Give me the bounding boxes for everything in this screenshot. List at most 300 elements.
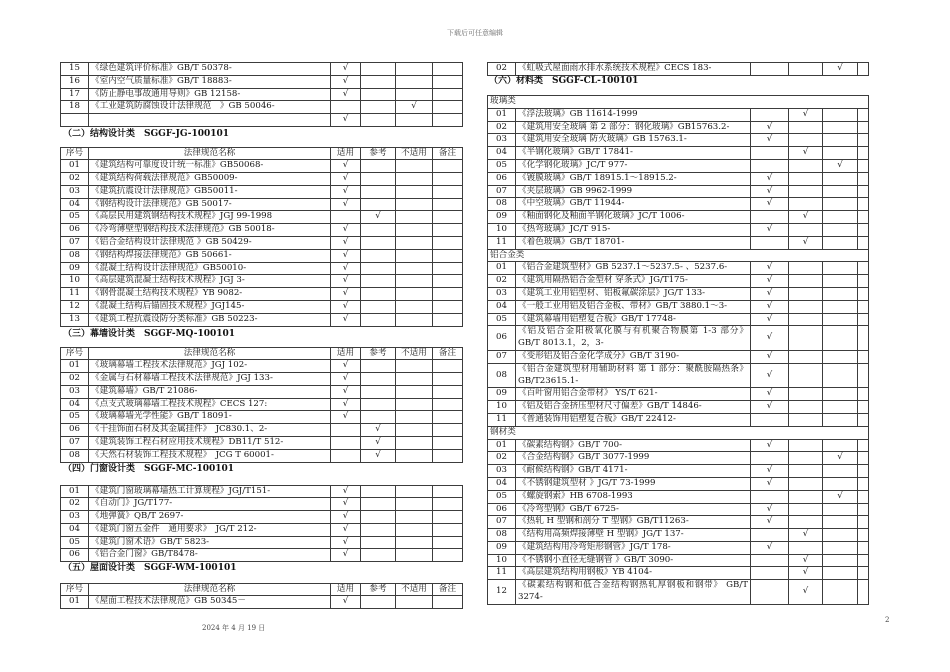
applicable-mark: √ [331, 411, 361, 424]
reference-mark: √ [361, 211, 396, 224]
row-number: 08 [488, 363, 516, 388]
table-row [488, 452, 869, 465]
remark-cell [433, 485, 463, 498]
regulation-name: 《夹层玻璃》GB 9962-1999 [516, 185, 751, 198]
regulation-name: 《建筑用安全玻璃 第 2 部分：钢化玻璃》GB15763.2- [516, 121, 751, 134]
table-row [61, 88, 463, 101]
table-row [61, 224, 463, 237]
table-row [488, 388, 869, 401]
reference-mark [361, 224, 396, 237]
table-row [488, 63, 869, 76]
table-row [488, 108, 869, 121]
reference-mark [361, 385, 396, 398]
reference-mark [789, 326, 823, 351]
not-applicable-mark [396, 249, 433, 262]
remark-cell [433, 511, 463, 524]
reference-mark [789, 541, 823, 554]
section-title-curtain-wall: （三）幕墙设计类 SGGF-MQ-100101 [63, 329, 236, 339]
remark-cell [858, 159, 869, 172]
category-row [488, 96, 869, 109]
not-applicable-mark [396, 301, 433, 314]
applicable-mark: √ [331, 549, 361, 562]
reference-mark: √ [361, 424, 396, 437]
applicable-mark: √ [331, 185, 361, 198]
reference-mark: √ [361, 449, 396, 462]
reference-mark [789, 275, 823, 288]
applicable-mark [331, 424, 361, 437]
not-applicable-mark [823, 401, 858, 414]
applicable-mark: √ [751, 477, 789, 490]
not-applicable-mark [823, 211, 858, 224]
table-row [488, 198, 869, 211]
applicable-mark: √ [751, 313, 789, 326]
table-structure [60, 147, 463, 327]
not-applicable-mark [396, 449, 433, 462]
row-number: 05 [61, 536, 89, 549]
not-applicable-mark [823, 326, 858, 351]
row-number: 10 [488, 554, 516, 567]
table-row [488, 313, 869, 326]
table-row [488, 147, 869, 160]
reference-mark [361, 313, 396, 326]
not-applicable-mark: √ [823, 63, 858, 76]
applicable-mark: √ [751, 198, 789, 211]
reference-mark [361, 411, 396, 424]
applicable-mark: √ [751, 465, 789, 478]
table-row [488, 275, 869, 288]
row-number: 09 [61, 262, 89, 275]
row-number: 07 [488, 185, 516, 198]
not-applicable-mark [396, 498, 433, 511]
remark-cell [433, 536, 463, 549]
not-applicable-mark [823, 529, 858, 542]
remark-cell [433, 224, 463, 237]
regulation-name: 《建筑抗震设计法律规范》GB50011- [89, 185, 331, 198]
regulation-name: 《普通装饰用铝塑复合板》GB/T 22412- [516, 413, 751, 426]
remark-cell [858, 185, 869, 198]
remark-cell [433, 549, 463, 562]
table-row [61, 596, 463, 609]
regulation-name: 《一般工业用铝及铝合金板、带材》GB/T 3880.1～3- [516, 300, 751, 313]
remark-cell [433, 185, 463, 198]
row-number: 05 [488, 313, 516, 326]
not-applicable-mark: √ [396, 101, 433, 114]
reference-mark [789, 413, 823, 426]
reference-mark [789, 477, 823, 490]
reference-mark: √ [789, 211, 823, 224]
applicable-mark: √ [751, 439, 789, 452]
reference-mark [789, 452, 823, 465]
reference-mark [789, 388, 823, 401]
reference-mark: √ [789, 529, 823, 542]
not-applicable-mark [823, 580, 858, 605]
not-applicable-mark [823, 477, 858, 490]
not-applicable-mark [823, 313, 858, 326]
regulation-name: 《螺旋钢索》HB 6708-1993 [516, 490, 751, 503]
applicable-mark: √ [331, 498, 361, 511]
table-row [61, 549, 463, 562]
table-row [488, 439, 869, 452]
table-row [488, 401, 869, 414]
applicable-mark [751, 147, 789, 160]
remark-cell [433, 398, 463, 411]
reference-mark [361, 536, 396, 549]
not-applicable-mark [823, 287, 858, 300]
not-applicable-mark [823, 121, 858, 134]
not-applicable-mark [823, 388, 858, 401]
regulation-name: 《点支式玻璃幕墙工程技术规程》CECS 127: [89, 398, 331, 411]
not-applicable-mark [396, 424, 433, 437]
category-label: 钢材类 [488, 426, 869, 439]
applicable-mark: √ [331, 398, 361, 411]
applicable-mark [751, 236, 789, 249]
column-header-not-applicable: 不适用 [396, 347, 433, 360]
table-row [488, 326, 869, 351]
reference-mark [361, 173, 396, 186]
applicable-mark: √ [751, 223, 789, 236]
not-applicable-mark [396, 75, 433, 88]
reference-mark [789, 287, 823, 300]
table-roofing-continued [487, 62, 869, 76]
regulation-name: 《防止静电事故通用导则》GB 12158- [89, 88, 331, 101]
row-number: 06 [61, 224, 89, 237]
page-number: 2 [885, 616, 890, 624]
regulation-name: 《建筑用安全玻璃 防火玻璃》GB 15763.1- [516, 134, 751, 147]
row-number: 08 [488, 529, 516, 542]
row-number: 03 [488, 134, 516, 147]
table-row [488, 529, 869, 542]
column-header-applicable: 适用 [331, 347, 361, 360]
applicable-mark: √ [331, 198, 361, 211]
not-applicable-mark [396, 536, 433, 549]
not-applicable-mark [823, 134, 858, 147]
table-row [61, 385, 463, 398]
applicable-mark [751, 452, 789, 465]
column-header-no: 序号 [61, 347, 89, 360]
applicable-mark [331, 211, 361, 224]
row-number: 09 [488, 541, 516, 554]
applicable-mark: √ [331, 373, 361, 386]
regulation-name: 《中空玻璃》GB/T 11944- [516, 198, 751, 211]
regulation-name [89, 114, 331, 127]
regulation-name: 《高层民用建筑钢结构技术规程》JGJ 99-1998 [89, 211, 331, 224]
reference-mark [361, 398, 396, 411]
column-header-name: 法律规范名称 [89, 583, 331, 596]
row-number: 11 [488, 413, 516, 426]
row-number: 03 [488, 287, 516, 300]
remark-cell [433, 313, 463, 326]
remark-cell [858, 172, 869, 185]
applicable-mark: √ [331, 301, 361, 314]
remark-cell [858, 262, 869, 275]
row-number: 06 [61, 424, 89, 437]
table-row [61, 437, 463, 450]
table-row [61, 485, 463, 498]
row-number: 03 [61, 511, 89, 524]
row-number: 05 [61, 411, 89, 424]
not-applicable-mark [823, 439, 858, 452]
not-applicable-mark [823, 185, 858, 198]
regulation-name: 《半钢化玻璃》GB/T 17841- [516, 147, 751, 160]
reference-mark [789, 490, 823, 503]
not-applicable-mark [396, 185, 433, 198]
applicable-mark: √ [331, 88, 361, 101]
table-roofing [60, 583, 463, 610]
table-row [61, 114, 463, 127]
table-row [488, 350, 869, 363]
remark-cell [433, 360, 463, 373]
not-applicable-mark [396, 88, 433, 101]
table-materials [487, 95, 869, 605]
not-applicable-mark [396, 360, 433, 373]
table-row [61, 262, 463, 275]
not-applicable-mark: √ [823, 452, 858, 465]
table-row [61, 198, 463, 211]
table-row [61, 523, 463, 536]
column-header-no: 序号 [61, 147, 89, 160]
table-row [61, 360, 463, 373]
table-row [61, 249, 463, 262]
regulation-name: 《着色玻璃》GB/T 18701- [516, 236, 751, 249]
applicable-mark [751, 580, 789, 605]
row-number: 17 [61, 88, 89, 101]
remark-cell [858, 223, 869, 236]
table-row [61, 511, 463, 524]
table-row [488, 134, 869, 147]
not-applicable-mark: √ [823, 159, 858, 172]
column-header-not-applicable: 不适用 [396, 583, 433, 596]
table-row [488, 262, 869, 275]
row-number: 01 [61, 596, 89, 609]
regulation-name: 《建筑门窗术语》GB/T 5823- [89, 536, 331, 549]
regulation-name: 《热轧 H 型钢和剖分 T 型钢》GB/T11263- [516, 516, 751, 529]
remark-cell [858, 63, 869, 76]
reference-mark [361, 75, 396, 88]
remark-cell [858, 198, 869, 211]
reference-mark: √ [789, 108, 823, 121]
not-applicable-mark [396, 313, 433, 326]
row-number: 07 [488, 350, 516, 363]
applicable-mark: √ [751, 350, 789, 363]
table-row [488, 554, 869, 567]
applicable-mark [751, 490, 789, 503]
regulation-name: 《工业建筑防腐蚀设计法律规范 》GB 50046- [89, 101, 331, 114]
remark-cell [858, 541, 869, 554]
applicable-mark: √ [751, 388, 789, 401]
remark-cell [433, 63, 463, 76]
reference-mark [789, 134, 823, 147]
table-row [488, 287, 869, 300]
regulation-name: 《铝及铝合金挤压型材尺寸偏差》GB/T 14846- [516, 401, 751, 414]
regulation-name: 《建筑结构荷载法律规范》GB50009- [89, 173, 331, 186]
not-applicable-mark [396, 523, 433, 536]
regulation-name: 《结构用高频焊接薄壁 H 型钢》JG/T 137- [516, 529, 751, 542]
reference-mark [789, 516, 823, 529]
applicable-mark: √ [331, 596, 361, 609]
regulation-name: 《钢结构设计法律规范》GB 50017- [89, 198, 331, 211]
row-number: 08 [61, 249, 89, 262]
remark-cell [858, 313, 869, 326]
not-applicable-mark [396, 549, 433, 562]
reference-mark [361, 249, 396, 262]
applicable-mark: √ [751, 262, 789, 275]
table-row [488, 567, 869, 580]
regulation-name: 《碳素结构钢》GB/T 700- [516, 439, 751, 452]
not-applicable-mark [396, 437, 433, 450]
row-number: 11 [488, 236, 516, 249]
regulation-name: 《高层建筑混凝土结构技术规程》JGJ 3- [89, 275, 331, 288]
regulation-name: 《混凝土结构后锚固技术规程》JGJ145- [89, 301, 331, 314]
regulation-name: 《冷弯薄壁型钢结构技术法律规范》GB 50018- [89, 224, 331, 237]
section-title-doors-windows: （四）门窗设计类 SGGF-MC-100101 [63, 464, 235, 474]
remark-cell [858, 388, 869, 401]
remark-cell [433, 411, 463, 424]
category-label: 铝合金类 [488, 249, 869, 262]
table-row [488, 172, 869, 185]
applicable-mark: √ [331, 313, 361, 326]
not-applicable-mark [396, 63, 433, 76]
row-number: 10 [488, 223, 516, 236]
not-applicable-mark [823, 172, 858, 185]
regulation-name: 《建筑用隔热铝合金型材 穿条式》JG/T175- [516, 275, 751, 288]
row-number: 09 [488, 211, 516, 224]
reference-mark [789, 439, 823, 452]
applicable-mark: √ [751, 172, 789, 185]
applicable-mark [751, 567, 789, 580]
remark-cell [858, 516, 869, 529]
reference-mark [789, 350, 823, 363]
regulation-name: 《钢骨混凝土结构技术规程》YB 9082- [89, 288, 331, 301]
regulation-name: 《建筑结构可靠度设计统一标准》GB50068- [89, 160, 331, 173]
regulation-name: 《化学钢化玻璃》JC/T 977- [516, 159, 751, 172]
not-applicable-mark [396, 224, 433, 237]
regulation-name: 《高层建筑结构用钢板》YB 4104- [516, 567, 751, 580]
applicable-mark: √ [751, 363, 789, 388]
not-applicable-mark [396, 385, 433, 398]
not-applicable-mark [823, 554, 858, 567]
remark-cell [858, 108, 869, 121]
applicable-mark [331, 101, 361, 114]
applicable-mark [331, 437, 361, 450]
applicable-mark: √ [331, 536, 361, 549]
remark-cell [433, 262, 463, 275]
regulation-name: 《混凝土结构设计法律规范》GB50010- [89, 262, 331, 275]
row-number: 10 [488, 401, 516, 414]
remark-cell [858, 554, 869, 567]
reference-mark [361, 360, 396, 373]
reference-mark [789, 262, 823, 275]
not-applicable-mark [823, 147, 858, 160]
not-applicable-mark [823, 541, 858, 554]
reference-mark [361, 160, 396, 173]
not-applicable-mark [396, 511, 433, 524]
not-applicable-mark [823, 363, 858, 388]
row-number: 08 [61, 449, 89, 462]
reference-mark [361, 301, 396, 314]
remark-cell [858, 300, 869, 313]
column-header-name: 法律规范名称 [89, 347, 331, 360]
reference-mark: √ [789, 567, 823, 580]
column-header-row [61, 147, 463, 160]
reference-mark [361, 596, 396, 609]
row-number: 04 [488, 147, 516, 160]
remark-cell [433, 75, 463, 88]
row-number: 03 [61, 385, 89, 398]
column-header-remark: 备注 [433, 347, 463, 360]
applicable-mark [751, 159, 789, 172]
remark-cell [858, 287, 869, 300]
regulation-name: 《金属与石材幕墙工程技术法律规范》JGJ 133- [89, 373, 331, 386]
remark-cell [433, 173, 463, 186]
applicable-mark: √ [751, 503, 789, 516]
regulation-name: 《建筑幕墙用铝塑复合板》GB/T 17748- [516, 313, 751, 326]
not-applicable-mark [396, 173, 433, 186]
remark-cell [433, 424, 463, 437]
applicable-mark: √ [331, 385, 361, 398]
regulation-name: 《建筑装饰工程石材应用技术规程》DB11/T 512- [89, 437, 331, 450]
not-applicable-mark [396, 237, 433, 250]
table-row [488, 477, 869, 490]
applicable-mark: √ [751, 121, 789, 134]
table-row [488, 121, 869, 134]
applicable-mark [751, 529, 789, 542]
row-number: 09 [488, 388, 516, 401]
applicable-mark [331, 449, 361, 462]
not-applicable-mark [823, 262, 858, 275]
regulation-name: 《玻璃幕墙工程技术法律规范》JGJ 102- [89, 360, 331, 373]
regulation-name: 《地弹簧》QB/T 2697- [89, 511, 331, 524]
applicable-mark: √ [751, 541, 789, 554]
table-curtain-wall [60, 347, 463, 463]
row-number: 06 [488, 326, 516, 351]
row-number: 04 [488, 300, 516, 313]
remark-cell [433, 237, 463, 250]
row-number: 12 [61, 301, 89, 314]
table-row [61, 313, 463, 326]
column-header-row [61, 347, 463, 360]
remark-cell [858, 490, 869, 503]
section-title-roofing: （五）屋面设计类 SGGF-WM-100101 [63, 562, 237, 573]
row-number: 01 [61, 160, 89, 173]
row-number: 02 [61, 498, 89, 511]
reference-mark: √ [789, 554, 823, 567]
remark-cell [858, 465, 869, 478]
remark-cell [433, 498, 463, 511]
not-applicable-mark [396, 114, 433, 127]
section-title-structure: （二）结构设计类 SGGF-JG-100101 [63, 129, 230, 139]
regulation-name: 《玻璃幕墙光学性能》GB/T 18091- [89, 411, 331, 424]
remark-cell [433, 101, 463, 114]
row-number: 03 [488, 465, 516, 478]
reference-mark [789, 465, 823, 478]
regulation-name: 《不锈钢小直径无缝钢管 》GB/T 3090- [516, 554, 751, 567]
applicable-mark [751, 211, 789, 224]
remark-cell [858, 413, 869, 426]
reference-mark [361, 101, 396, 114]
remark-cell [858, 529, 869, 542]
regulation-name: 《铝合金建筑型材用辅助材料 第 1 部分：聚酰胺隔热条》GB/T23615.1- [516, 363, 751, 388]
not-applicable-mark [396, 373, 433, 386]
reference-mark [789, 63, 823, 76]
regulation-name: 《铝合金门窗》GB/T8478- [89, 549, 331, 562]
remark-cell [858, 147, 869, 160]
not-applicable-mark [823, 300, 858, 313]
row-number: 12 [488, 580, 516, 605]
remark-cell [433, 211, 463, 224]
applicable-mark: √ [751, 134, 789, 147]
remark-cell [433, 114, 463, 127]
reference-mark [361, 288, 396, 301]
